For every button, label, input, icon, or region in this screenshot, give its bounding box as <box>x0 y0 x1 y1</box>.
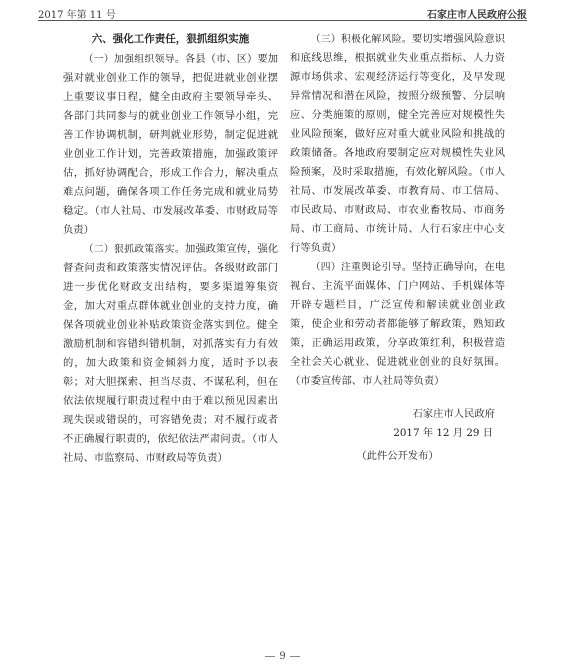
paragraph-body: 坚持正确导向，在电视台、主流平面媒体、门户网站、手机媒体等开辟专题栏目，广泛宣传和解读就业创业政策，使企业和劳动者都能够了解政策，熟知政策，正确运用政策，分享政策红利，积极营造全社会关心就业、促进就业创业的良好氛围。（市委宣传部、市人社局等负责） <box>290 261 506 387</box>
section-heading: 六、强化工作责任，狠抓组织实施 <box>91 33 250 45</box>
paragraph-body: 加强政策宣传，强化督查问责和政策落实情况评估。各级财政部门进一步优化财政支出结构，要多渠道筹集资金，加大对重点群体就业创业的支持力度，确保各项就业创业补贴政策资金落实到位。健全激励机制和容错纠错机制，对抓落实有力有效的，加大政策和资金倾斜力度，适时予以表彰；对大胆探索、担当尽责、不谋私利，但在依法依规履行职责过程中由于难以预见因素出现失误或错误的，可容错免责；对不履行或者不正确履行职责的，依纪依法严肃问责。（市人社局、市监察局、市财政局等负责） <box>63 243 279 464</box>
paragraph-lead: （一）加强组织领导。 <box>83 54 185 65</box>
publication-title: 石家庄市人民政府公报 <box>427 10 527 21</box>
issue-number: 2017 年第 11 号 <box>38 10 116 21</box>
right-column <box>290 30 505 466</box>
paragraph-body: 要切实增强风险意识和底线思维，根据就业失业重点指标、人力资源市场供求、宏观经济运行等变化，及早发现异常情况和潜在风险，按照分级预警、分层响应、分类施策的原则，健全完善应对规模性失业风险预案，做好应对重大就业风险和挑战的政策储备。各地政府要制定应对规模性失业风险预案，及时采取措施，有效化解风险。（市人社局、市发展改革委、市教育局、市工信局、市民政局、市财政局、市农业畜牧局、市商务局、市工商局、市统计局、人行石家庄中心支行等负责） <box>290 33 506 254</box>
paragraph-lead: （三）积极化解风险。 <box>310 34 412 45</box>
paragraph-body: 各县（市、区）要加强对就业创业工作的领导，把促进就业创业摆上重要议事日程，健全由政府主要领导牵头、各部门共同参与的就业创业工作领导小组，完善工作协调机制，研判就业形势，制定促进就业创业工作计划，完善政策措施，加强政策评估，抓好协调配合，形成工作合力，解决重点难点问题，确保各项工作任务完成和就业局势稳定。（市人社局、市发展改革委、市财政局等负责） <box>63 53 279 236</box>
paragraph-risk <box>290 30 505 258</box>
paragraph-lead: （二）狠抓政策落实。 <box>83 244 185 255</box>
paragraph-policy <box>63 240 278 468</box>
issue-date: 2017 年 12 月 29 日 <box>393 427 493 439</box>
page-footer <box>0 651 565 662</box>
issuer-signature: 石家庄市人民政府 <box>412 408 495 420</box>
publication-note: （此件公开发布） <box>356 450 439 462</box>
paragraph-lead: （四）注重舆论引导。 <box>310 262 412 273</box>
left-column <box>63 30 278 468</box>
page-number: 9 <box>279 651 286 662</box>
dash-right <box>290 656 300 657</box>
dash-left <box>265 656 275 657</box>
header-divider <box>38 20 527 21</box>
paragraph-organization <box>63 50 278 240</box>
paragraph-publicity <box>290 258 505 391</box>
